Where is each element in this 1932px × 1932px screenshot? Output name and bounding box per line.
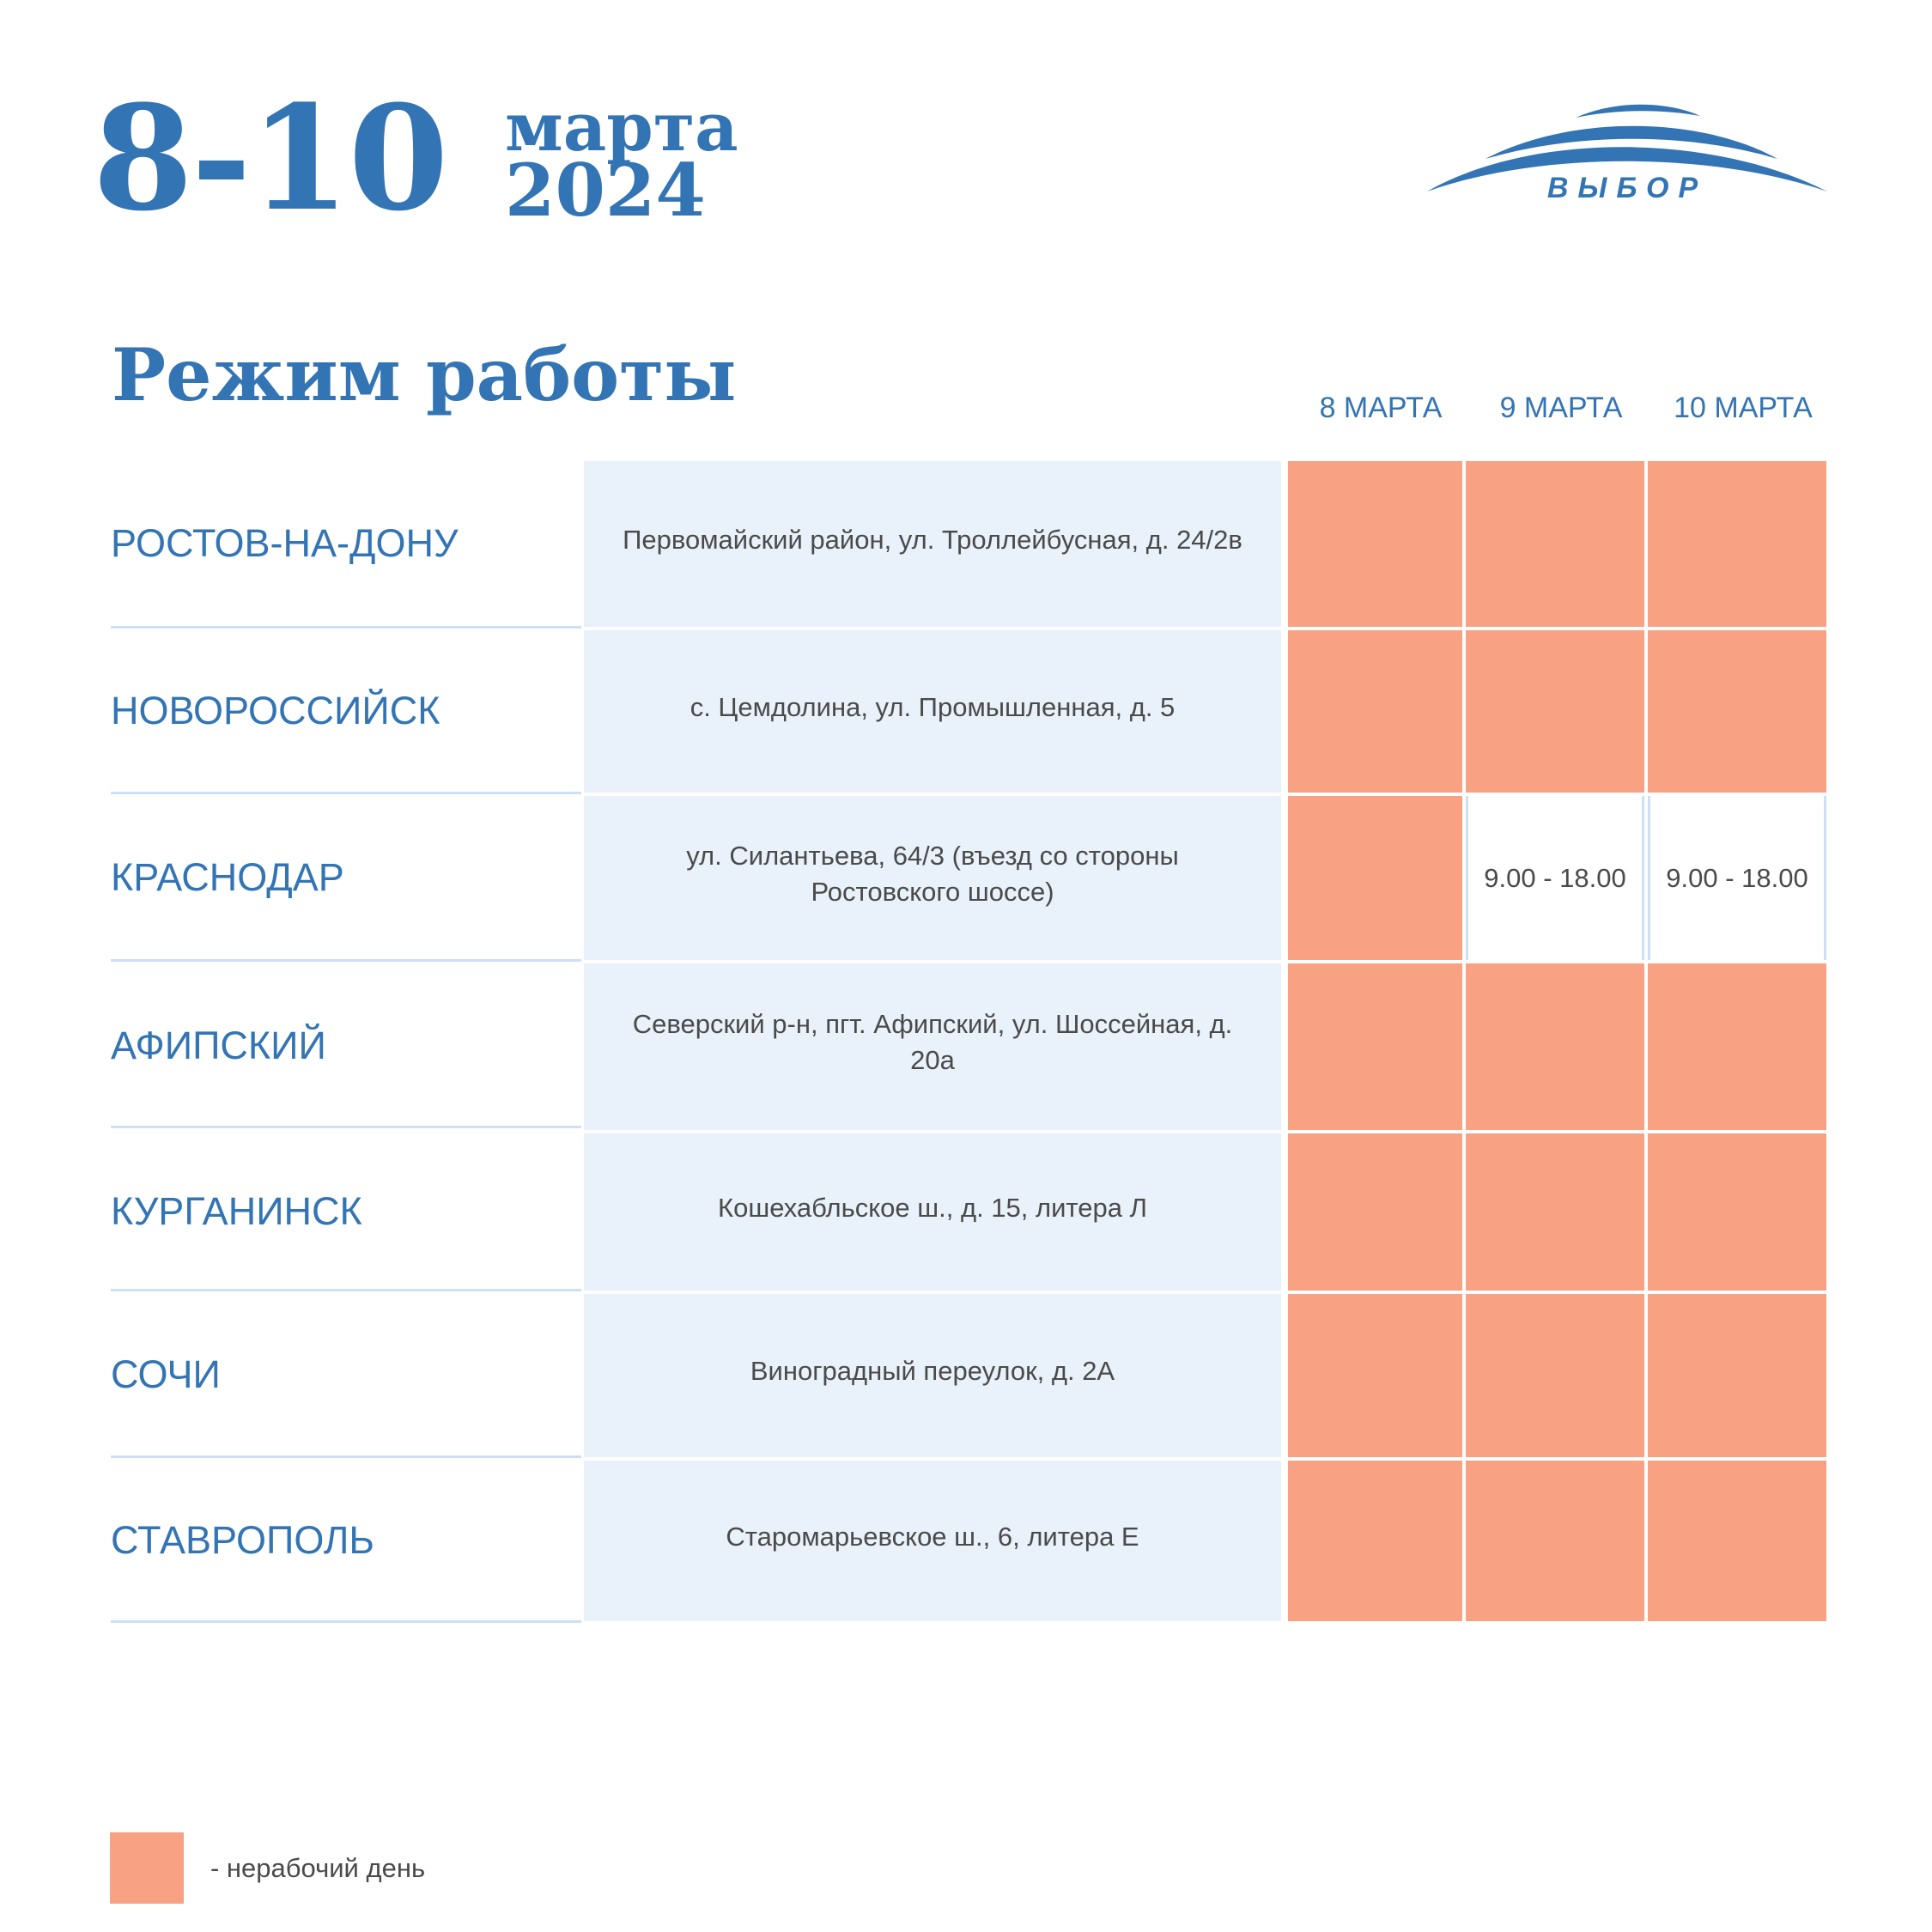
address-cell xyxy=(584,630,1281,793)
non-working-day-cell xyxy=(1466,1461,1644,1621)
row-divider xyxy=(111,626,581,629)
non-working-day-cell xyxy=(1466,461,1644,627)
address-text: Первомайский район, ул. Троллейбусная, д. 24/2в xyxy=(623,524,1242,555)
month-label: марта xyxy=(505,88,738,167)
non-working-day-cell xyxy=(1648,963,1826,1130)
address-text: Кошехабльское ш., д. 15, литера Л xyxy=(718,1192,1147,1223)
row-divider xyxy=(111,1289,581,1291)
city-label: АФИПСКИЙ xyxy=(111,1024,326,1067)
legend-text: - нерабочий день xyxy=(210,1853,426,1883)
city-label: КУРГАНИНСК xyxy=(111,1188,362,1233)
address-cell xyxy=(584,963,1281,1130)
non-working-day-cell xyxy=(1288,796,1462,960)
hours-text: 9.00 - 18.00 xyxy=(1666,862,1808,893)
legend-swatch xyxy=(110,1832,184,1904)
non-working-day-cell xyxy=(1648,630,1826,793)
year-label: 2024 xyxy=(505,148,706,233)
address-cell xyxy=(584,1133,1281,1291)
city-label: КРАСНОДАР xyxy=(111,854,344,899)
city-label: НОВОРОССИЙСК xyxy=(111,688,440,732)
non-working-day-cell xyxy=(1648,1461,1826,1621)
address-cell xyxy=(584,1461,1281,1621)
non-working-day-cell xyxy=(1648,461,1826,627)
open-hours-cell xyxy=(1466,796,1644,960)
city-label: СТАВРОПОЛЬ xyxy=(111,1517,374,1562)
non-working-day-cell xyxy=(1466,630,1644,793)
address-cell xyxy=(584,796,1281,960)
day-header: 10 МАРТА xyxy=(1674,392,1813,424)
non-working-day-cell xyxy=(1288,1294,1462,1457)
city-label: СОЧИ xyxy=(111,1352,221,1396)
non-working-day-cell xyxy=(1288,1133,1462,1291)
address-cell xyxy=(584,1294,1281,1457)
row-divider xyxy=(111,959,581,962)
hours-text: 9.00 - 18.00 xyxy=(1484,862,1626,893)
non-working-day-cell xyxy=(1288,1461,1462,1621)
address-text: Старомарьевское ш., 6, литера Е xyxy=(726,1521,1139,1552)
non-working-day-cell xyxy=(1466,1294,1644,1457)
row-divider xyxy=(111,792,581,794)
city-label: РОСТОВ-НА-ДОНУ xyxy=(111,520,459,565)
address-text: ул. Силантьева, 64/3 (въезд со стороны Ростовского шоссе) xyxy=(686,840,1179,907)
non-working-day-cell xyxy=(1648,1294,1826,1457)
non-working-day-cell xyxy=(1288,963,1462,1130)
address-text: с. Цемдолина, ул. Промышленная, д. 5 xyxy=(690,691,1176,722)
row-divider xyxy=(111,1455,581,1458)
page-title: Режим работы xyxy=(112,332,737,417)
day-header: 8 МАРТА xyxy=(1319,392,1443,424)
open-hours-cell xyxy=(1648,796,1826,960)
non-working-day-cell xyxy=(1466,963,1644,1130)
non-working-day-cell xyxy=(1288,461,1462,627)
date-range: 8-10 xyxy=(93,73,447,243)
row-divider xyxy=(111,1126,581,1128)
non-working-day-cell xyxy=(1466,1133,1644,1291)
day-header: 9 МАРТА xyxy=(1499,392,1623,424)
row-divider xyxy=(111,1620,581,1623)
non-working-day-cell xyxy=(1648,1133,1826,1291)
address-text: Северский р-н, пгт. Афипский, ул. Шоссейная, д. 20а xyxy=(632,1009,1233,1075)
non-working-day-cell xyxy=(1288,630,1462,793)
address-text: Виноградный переулок, д. 2А xyxy=(750,1356,1115,1387)
brand-name: ВЫБОР xyxy=(1546,172,1708,204)
address-cell xyxy=(584,461,1281,627)
